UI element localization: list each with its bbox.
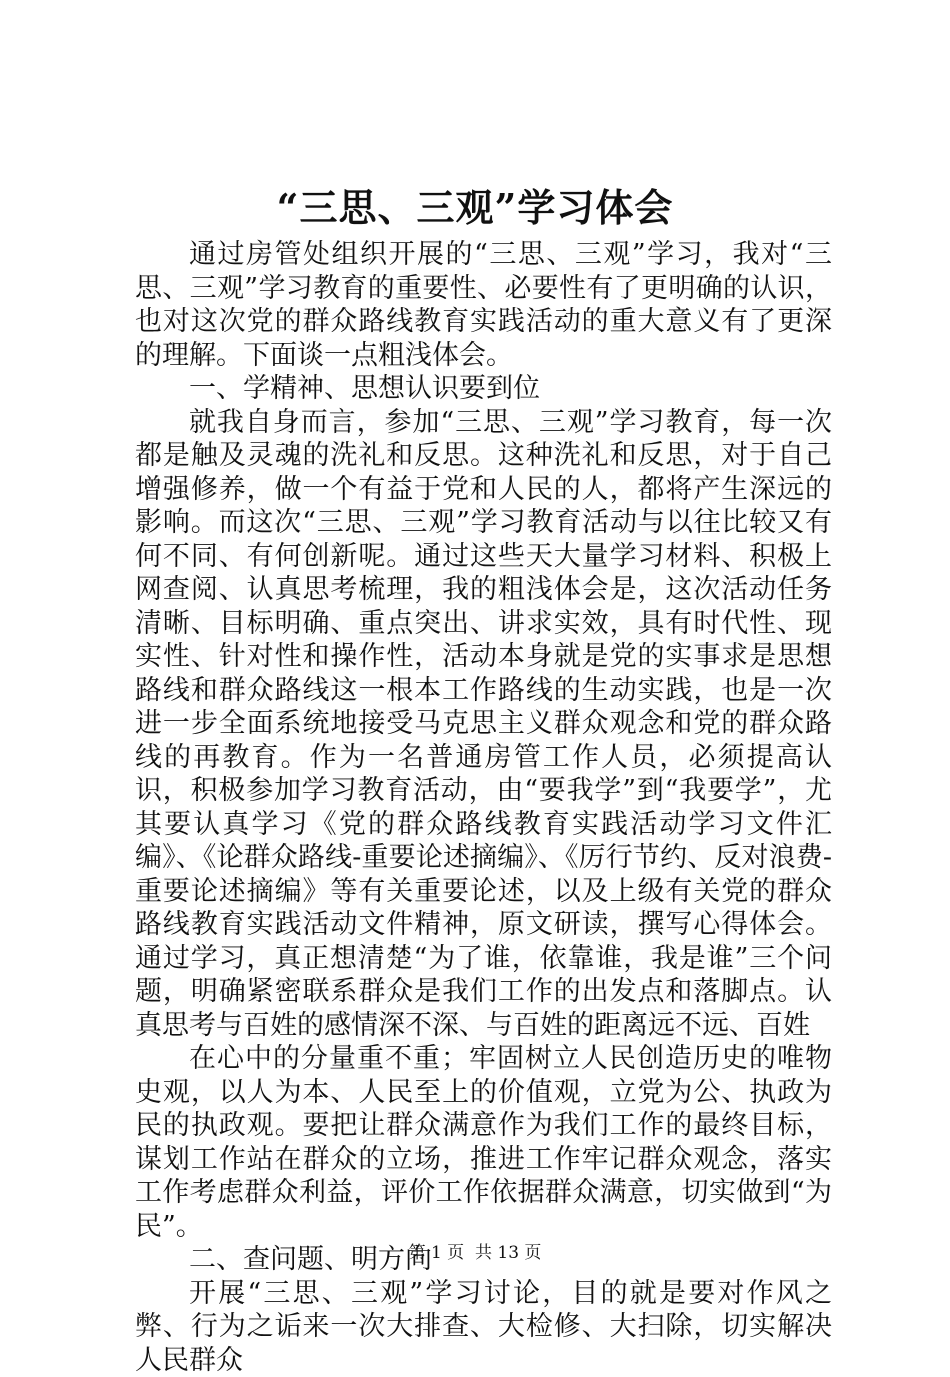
section-heading-2: 二、查问题、明方向 xyxy=(135,1243,832,1277)
body-paragraph: 就我自身而言，参加“三思、三观”学习教育，每一次都是触及灵魂的洗礼和反思。这种洗礼和反思，对于自己增强修养，做一个有益于党和人民的人，都将产生深远的影响。而这次“三思、三观”学习教育活动与以往比较又有何不同、有何创新呢。通过这些天大量学习材料、积极上网查阅、认真思考梳理，我的粗浅体会是，这次活动任务清晰、目标明确、重点突出、讲求实效，具有时代性、现实性、针对性和操作性，活动本身就是党的实事求是思想路线和群众路线这一根本工作路线的生动实践，也是一次进一步全面系统地接受马克思主义群众观念和党的群众路线的再教育。作为一名普通房管工作人员，必须提高认识，积极参加学习教育活动，由“要我学”到“我要学”，尤其要认真学习《党的群众路线教育实践活动学习文件汇编》、《论群众路线-重要论述摘编》、《厉行节约、反对浪费-重要论述摘编》等有关重要论述，以及上级有关党的群众路线教育实践活动文件精神，原文研读，撰写心得体会。通过学习，真正想清楚“为了谁，依靠谁，我是谁”三个问题，明确紧密联系群众是我们工作的出发点和落脚点。认真思考与百姓的感情深不深、与百姓的距离远不远、百姓 xyxy=(135,406,832,1043)
page-number-footer: 第 1 页 共 13 页 xyxy=(0,1241,950,1265)
body-paragraph: 开展“三思、三观”学习讨论，目的就是要对作风之弊、行为之诟来一次大排查、大检修、大扫除，切实解决人民群众 xyxy=(135,1277,832,1377)
body-paragraph: 在心中的分量重不重；牢固树立人民创造历史的唯物史观，以人为本、人民至上的价值观，立党为公、执政为民的执政观。要把让群众满意作为我们工作的最终目标，谋划工作站在群众的立场，推进工作牢记群众观念，落实工作考虑群众利益，评价工作依据群众满意，切实做到“为民”。 xyxy=(135,1042,832,1243)
intro-paragraph: 通过房管处组织开展的“三思、三观”学习，我对“三思、三观”学习教育的重要性、必要性有了更明确的认识，也对这次党的群众路线教育实践活动的重大意义有了更深的理解。下面谈一点粗浅体会。 xyxy=(135,238,832,372)
section-heading-1: 一、学精神、思想认识要到位 xyxy=(135,372,832,406)
document-title: “三思、三观”学习体会 xyxy=(0,180,950,236)
document-body xyxy=(135,238,832,1377)
